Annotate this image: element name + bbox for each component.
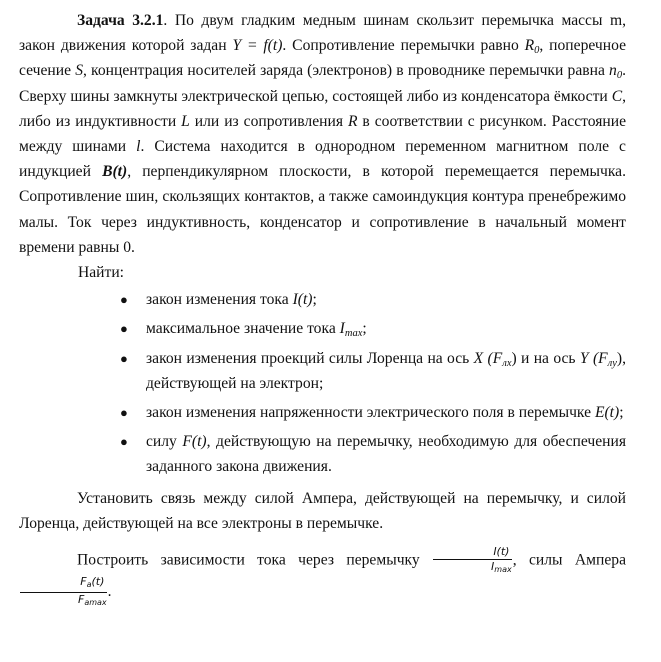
cross-section-symbol: S: [75, 62, 83, 80]
plot-text: .: [107, 583, 112, 601]
bullet-icon: ●: [120, 405, 128, 421]
item-text: ;: [619, 404, 624, 422]
list-item: [19, 400, 626, 425]
distance-symbol: l: [136, 138, 141, 156]
task-text: в соответствии с рисунком. Расстояние между шинами: [19, 112, 627, 156]
task-title: Задача 3.2.1: [77, 12, 164, 29]
subscript: max: [89, 598, 107, 608]
item-variable: I: [339, 320, 345, 338]
subscript: a: [84, 598, 90, 608]
find-label: Найти:: [78, 264, 125, 282]
item-text: силу: [146, 433, 183, 451]
numerator-argument: (t): [91, 575, 105, 589]
numerator-symbol: F: [80, 575, 87, 589]
plot-text: , силы Ампера: [512, 551, 626, 569]
item-variable: F(t): [182, 433, 207, 451]
plot-text: Построить зависимости тока через перемычку: [77, 551, 433, 569]
subscript: лy: [607, 357, 617, 369]
bullet-icon: ●: [120, 434, 128, 450]
subscript: лx: [502, 357, 512, 369]
item-text: ;: [362, 320, 367, 338]
list-item: [19, 316, 626, 341]
bullet-icon: ●: [120, 321, 128, 337]
task-text: или из сопротивления: [189, 112, 348, 130]
induction-symbol: B(t): [102, 163, 128, 181]
item-text: максимальное значение тока: [146, 320, 340, 338]
task-text: . Сопротивление перемычки равно: [282, 37, 525, 55]
fraction-denominator: [433, 560, 512, 576]
ampere-force-fraction: [20, 576, 107, 609]
list-item: [19, 346, 626, 396]
relation-paragraph: Установить связь между силой Ампера, действующей на перемычку, и силой Лоренца, действующей на все электроны в перемычке.: [19, 489, 626, 532]
subscript: 0: [534, 45, 540, 57]
inductance-symbol: L: [181, 112, 190, 130]
item-text: закон изменения проекций силы Лоренца на ось: [146, 349, 474, 367]
bullet-icon: ●: [120, 350, 128, 366]
bullet-icon: ●: [120, 292, 128, 308]
task-text: , поперечное сечение: [19, 37, 626, 80]
task-text: , либо из индуктивности: [19, 87, 626, 130]
concentration-symbol: n: [609, 62, 617, 80]
item-text: ) и на ось: [511, 349, 580, 367]
item-text: ;: [312, 291, 317, 309]
axis-x-symbol: X: [473, 349, 484, 367]
denominator-symbol: F: [78, 593, 85, 607]
subscript: max: [344, 328, 363, 340]
task-text: . Сверху шины замкнуты электрической цепью, состоящей либо из конденсатора ёмкости: [19, 62, 626, 105]
current-fraction: [433, 546, 512, 576]
subscript: max: [494, 565, 512, 575]
requirements-list: [19, 287, 626, 479]
force-x-symbol: (F: [487, 349, 503, 367]
item-variable: E(t): [594, 404, 620, 422]
subscript: a: [86, 580, 92, 590]
resistor-symbol: R: [347, 112, 358, 130]
force-y-symbol: (F: [592, 349, 608, 367]
task-text: , концентрация носителей заряда (электронов) в проводнике перемычки равна: [82, 62, 610, 80]
motion-law: Y = f(t): [232, 37, 283, 55]
item-text: закон изменения напряженности электрического поля в перемычке: [146, 404, 595, 422]
plot-paragraph: [19, 546, 626, 609]
fraction-numerator: [20, 576, 107, 593]
task-text: . Система находится в однородном переменном магнитном поле с индукцией: [19, 138, 626, 181]
axis-y-symbol: Y: [579, 349, 589, 367]
resistance-symbol: R: [524, 37, 535, 55]
denominator-symbol: I: [491, 560, 495, 574]
fraction-numerator: I(t): [433, 546, 512, 560]
subscript: 0: [616, 70, 623, 82]
task-text: , перпендикулярном плоскости, в которой перемещается перемычка. Сопротивление шин, скользящих контактов, а также самоиндукция контура пренебрежимо малы. Ток через индуктивность, конденсатор и сопротивление в начальный момент времени равны 0.: [19, 163, 626, 256]
capacitance-symbol: C: [611, 87, 623, 105]
item-text: ), действующей на электрон;: [146, 349, 627, 392]
item-variable: I(t): [292, 291, 313, 309]
list-item: [19, 429, 626, 479]
task-paragraph: [19, 8, 626, 260]
list-item: [19, 287, 626, 312]
task-text: . По двум гладким медным шинам скользит перемычка массы m, закон движения которой задан: [19, 12, 627, 55]
item-text: закон изменения тока: [146, 291, 293, 309]
fraction-denominator: [20, 593, 107, 609]
document-page: [19, 8, 626, 609]
item-text: , действующую на перемычку, необходимую для обеспечения заданного закона движения.: [146, 433, 626, 476]
